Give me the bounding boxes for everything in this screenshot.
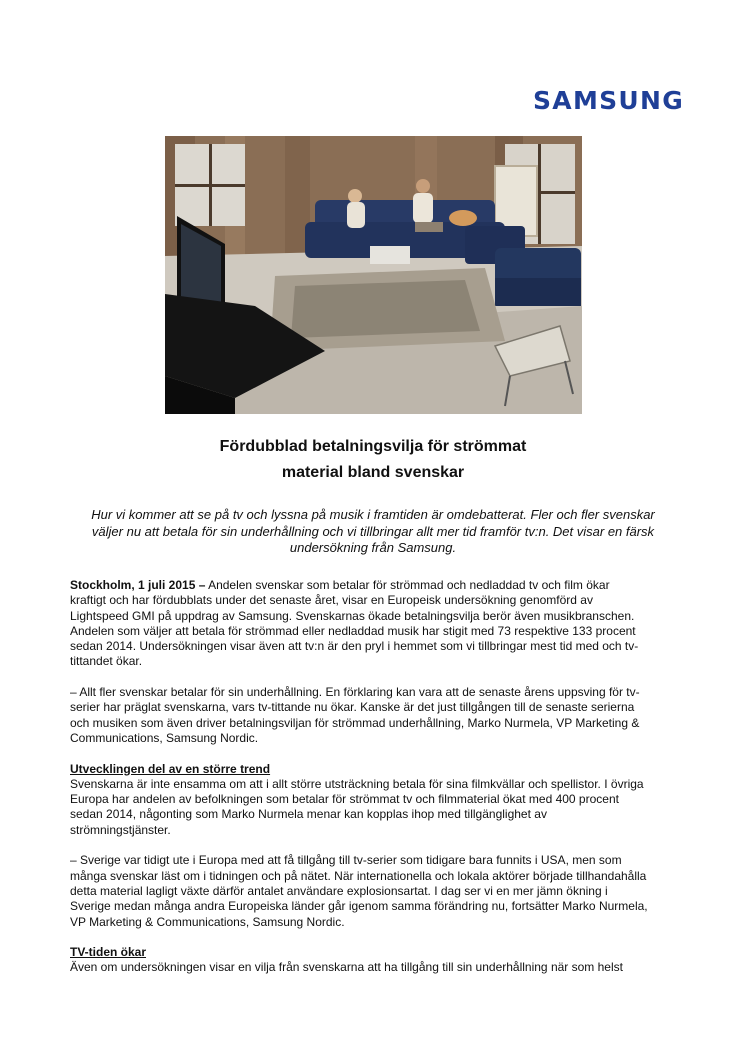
samsung-logo: SAMSUNG	[533, 86, 685, 115]
article-lead	[70, 507, 676, 557]
body-line: – Sverige var tidigt ute i Europa med att få tillgång till tv-serier som tidigare bara funnits i USA, men som	[70, 853, 622, 868]
body-line: sedan 2014, någonting som Marko Nurmela menar kan kopplas ihop med tillgänglighet av	[70, 807, 547, 822]
lead-line: undersökning från Samsung.	[289, 540, 457, 555]
section-tv-time	[70, 945, 676, 976]
body-line: många svenskar läst om i tidningen och på nätet. När internationella och lokala aktörer började tillhandahålla	[70, 868, 647, 883]
body-line: sedan 2014. Undersökningen visar även att tv:n är den pryl i hemmet som vi tillbringar mest tid med och tv-	[70, 639, 639, 654]
body-line: – Allt fler svenskar betalar för sin underhållning. En förklaring kan vara att de senaste årens uppsving för tv-	[70, 685, 640, 700]
living-room-illustration	[165, 136, 582, 414]
body-line: strömningstjänster.	[70, 822, 171, 837]
article-body	[70, 578, 676, 991]
body-line: kraftigt och har fördubblats under det senaste året, visar en Europeisk undersökning genomförd av	[70, 593, 593, 608]
body-line: och musiken som även driver betalningsviljan för strömmad underhållning, Marko Nurmela, VP Marketing &	[70, 715, 640, 730]
body-line: serier har präglat svenskarna, vars tv-tittande nu ökar. Kanske är det just tillgången till de senaste serierna	[70, 700, 635, 715]
paragraph-quote-1	[70, 685, 676, 746]
lead-line: Hur vi kommer att se på tv och lyssna på musik i framtiden är omdebatterat. Fler och fler svenskar	[91, 507, 655, 522]
title-line: Fördubblad betalningsvilja för strömmat	[219, 438, 527, 455]
section-trend	[70, 762, 676, 838]
body-line: Lightspeed GMI på uppdrag av Samsung. Svenskarnas ökade betalningsvilja berör även musikbranschen.	[70, 608, 635, 623]
title-line: material bland svenskar	[281, 464, 465, 481]
living-room-photo	[165, 136, 582, 414]
paragraph-intro	[70, 578, 676, 670]
lead-line: väljer nu att betala för sin underhållning och vi tillbringar allt mer tid framför tv:n. Det visar en färsk	[91, 523, 655, 539]
body-line: Andelen som väljer att betala för strömmad eller nedladdad musik har stigit med 73 respektive 133 procent	[70, 623, 636, 638]
body-line: VP Marketing & Communications, Samsung Nordic.	[70, 914, 345, 929]
body-line: Sverige medan många andra Europeiska länder går igenom samma förändring nu, fortsätter Marko Nurmela,	[70, 899, 648, 914]
body-line: tittandet ökar.	[70, 654, 143, 669]
article-title	[0, 434, 746, 486]
paragraph-quote-2	[70, 853, 676, 929]
section-heading: Utvecklingen del av en större trend	[70, 761, 271, 776]
section-heading: TV-tiden ökar	[70, 945, 147, 960]
body-line: Även om undersökningen visar en vilja från svenskarna att ha tillgång till sin underhållning när som helst	[70, 960, 623, 975]
body-line: detta material lagligt växte därför antalet användare explosionsartat. I dag ser vi en mer jämn ökning i	[70, 883, 608, 898]
body-text: Andelen svenskar som betalar för strömmad och nedladdad tv och film ökar	[205, 578, 610, 592]
dateline: Stockholm, 1 juli 2015 –	[70, 578, 206, 592]
body-line: Europa har andelen av befolkningen som betalar för strömmat tv och filmmaterial ökat med 400 procent	[70, 792, 619, 807]
body-line: Communications, Samsung Nordic.	[70, 730, 259, 745]
body-line: Svenskarna är inte ensamma om att i allt större utsträckning betala för sina filmkvällar och spellistor. I övriga	[70, 776, 644, 791]
